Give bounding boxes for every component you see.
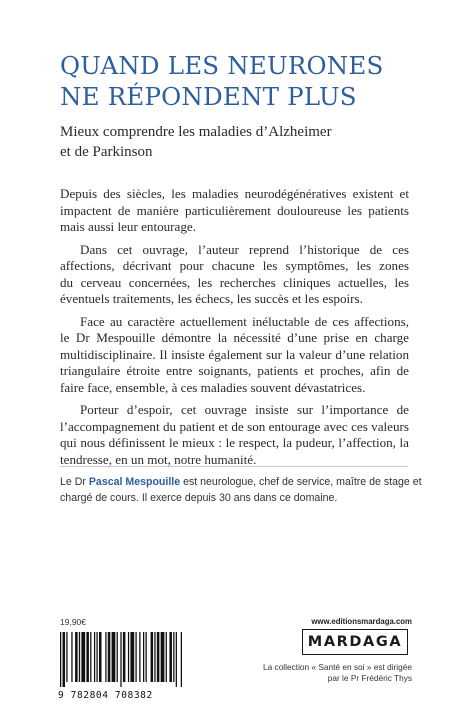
blurb-line: le Dr Mespouille démontre la nécessité d’une prise en charge bbox=[60, 330, 409, 345]
barcode-bar bbox=[96, 632, 97, 682]
book-title-line-2: NE RÉPONDENT PLUS bbox=[60, 82, 357, 111]
blurb-paragraph-1 bbox=[60, 186, 409, 236]
barcode-bar bbox=[90, 632, 91, 682]
book-subtitle-line-2: et de Parkinson bbox=[60, 144, 153, 160]
blurb-line: Depuis des siècles, les maladies neurodégénératives existent et bbox=[60, 186, 409, 201]
barcode-bar bbox=[161, 632, 165, 682]
barcode-bar bbox=[154, 632, 155, 682]
publisher-logo bbox=[302, 629, 408, 655]
blurb-line: impactent de manière particulièrement douloureuse les patients bbox=[60, 202, 409, 218]
blurb-line: multidisciplinaire. Il insiste également sur la valeur d’une relation bbox=[60, 346, 409, 362]
barcode-bar bbox=[130, 632, 134, 682]
price-label: 19,90€ bbox=[60, 617, 86, 627]
barcode-bar bbox=[166, 632, 167, 682]
barcode-bar bbox=[94, 632, 95, 682]
blurb-line: Dans cet ouvrage, l’auteur reprend l’historique de ces bbox=[80, 241, 409, 257]
author-bio bbox=[60, 474, 422, 506]
blurb-line: mais aussi leur entourage. bbox=[60, 219, 196, 234]
barcode-bar bbox=[71, 632, 72, 682]
blurb-line: affections, décrivant pour chacune les symptômes, les zones bbox=[60, 258, 409, 273]
barcode-bar bbox=[79, 632, 80, 682]
blurb-paragraph-3 bbox=[60, 314, 409, 397]
collection-note bbox=[250, 662, 412, 684]
barcode-bar bbox=[75, 632, 78, 682]
barcode-bar bbox=[108, 632, 111, 682]
barcode-bar bbox=[117, 632, 118, 682]
author-name: Pascal Mespouille bbox=[88, 476, 181, 488]
publisher-logo-text: MARDAGA bbox=[307, 634, 403, 650]
barcode-bar bbox=[63, 632, 66, 687]
book-subtitle-line-1: Mieux comprendre les maladies d’Alzheimer bbox=[60, 124, 332, 140]
barcode-bar bbox=[173, 632, 174, 682]
barcode-bar bbox=[135, 632, 136, 682]
collection-note-line-1: La collection « Santé en soi » est dirigée bbox=[263, 662, 412, 672]
blurb-line: l’accompagnement du patient et de son entourage avec ces valeurs bbox=[60, 418, 409, 434]
barcode-bar bbox=[81, 632, 85, 682]
blurb-line: Porteur d’espoir, cet ouvrage insiste sur l’importance de bbox=[80, 402, 409, 417]
barcode-bar bbox=[139, 632, 140, 682]
blurb-text bbox=[60, 186, 409, 474]
publisher-website: www.editionsmardaga.com bbox=[311, 617, 412, 626]
barcode-bar bbox=[66, 632, 67, 682]
book-title bbox=[60, 50, 420, 112]
book-title-line-1: QUAND LES NEURONES bbox=[60, 51, 384, 80]
blurb-line: éventuels traitements, les échecs, les succès et les espoirs. bbox=[60, 291, 363, 306]
blurb-line: Face au caractère actuellement inéluctable de ces affections, bbox=[80, 313, 409, 329]
author-bio-line-2: chargé de cours. Il exerce depuis 30 ans dans ce domaine. bbox=[60, 492, 338, 504]
barcode-bar bbox=[176, 632, 177, 687]
blurb-line: du cerveau concernées, les recherches cliniques actuelles, les bbox=[60, 274, 409, 290]
blurb-line: tendresse, en un mot, notre humanité. bbox=[60, 451, 257, 467]
barcode-bar bbox=[157, 632, 160, 682]
author-bio-rest: est neurologue, chef de service, maître de stage et bbox=[180, 476, 422, 488]
barcode-bar bbox=[143, 632, 144, 682]
barcode-bar bbox=[112, 632, 116, 682]
blurb-line: qui nous définissent le mieux : le respect, la pudeur, l’affection, la bbox=[60, 435, 409, 450]
barcode-bar bbox=[146, 632, 147, 682]
barcode-bar bbox=[181, 632, 182, 687]
barcode-bar bbox=[99, 632, 102, 682]
blurb-paragraph-4 bbox=[60, 402, 409, 468]
author-prefix: Le Dr bbox=[60, 476, 89, 488]
barcode-bar bbox=[120, 632, 121, 687]
section-divider bbox=[60, 466, 408, 467]
barcode-bar bbox=[60, 632, 61, 687]
isbn-number: 9 782804 708382 bbox=[58, 690, 153, 701]
barcode-bar bbox=[86, 632, 89, 682]
barcode-icon bbox=[58, 632, 184, 687]
barcode-bar bbox=[123, 632, 126, 682]
blurb-line: triangulaire étroite entre soignants, patients et proches, afin de bbox=[60, 363, 409, 378]
blurb-paragraph-2 bbox=[60, 242, 409, 308]
barcode-bar bbox=[105, 632, 106, 682]
barcode-bar bbox=[128, 632, 129, 682]
barcode-bar bbox=[169, 632, 172, 682]
book-subtitle bbox=[60, 122, 420, 162]
collection-note-line-2: par le Pr Frédéric Thys bbox=[327, 673, 412, 683]
blurb-line: faire face, ensemble, à ces maladies souvent dévastatrices. bbox=[60, 379, 366, 395]
author-bio-line-1 bbox=[60, 474, 422, 490]
barcode-bar bbox=[151, 632, 154, 682]
